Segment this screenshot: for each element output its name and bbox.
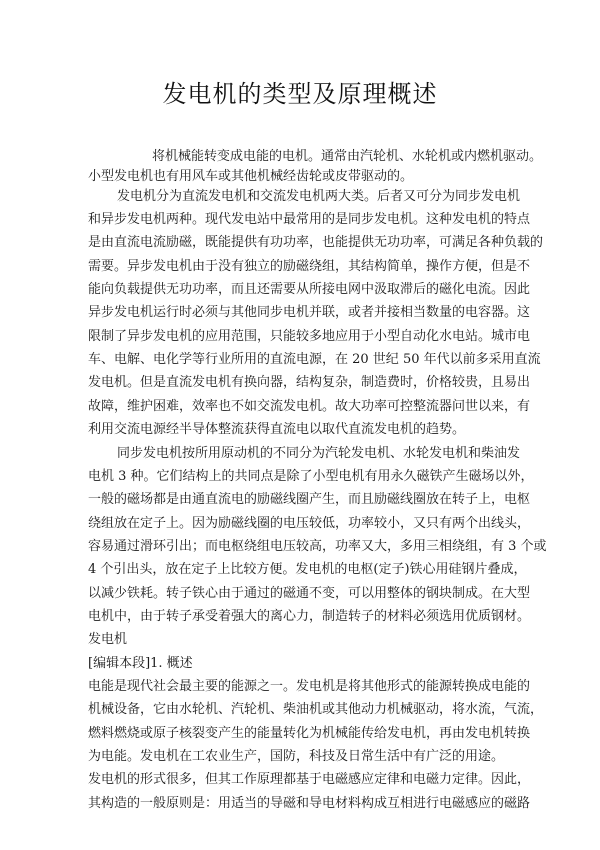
text-line: 一般的磁场都是由通直流电的励磁线圈产生，而且励磁线圈放在转子上，电枢 <box>88 492 531 507</box>
section-heading: [编辑本段]1. 概述 <box>88 656 193 671</box>
text-line: 发电机。但是直流发电机有换向器，结构复杂，制造费时，价格较贵，且易出 <box>88 375 531 390</box>
text-line: 和异步发电机两种。现代发电站中最常用的是同步发电机。这种发电机的特点 <box>88 212 531 227</box>
text-line: 限制了异步发电机的应用范围，只能较多地应用于小型自动化水电站。城市电 <box>88 329 531 344</box>
text-line: 发电机的形式很多，但其工作原理都基于电磁感应定律和电磁力定律。因此， <box>88 772 531 787</box>
text-line: 将机械能转变成电能的电机。通常由汽轮机、水轮机或内燃机驱动。 <box>152 149 543 164</box>
section-label: 发电机 <box>88 632 128 647</box>
text-line: 能向负载提供无功功率，而且还需要从所接电网中汲取滞后的磁化电流。因此 <box>88 282 531 297</box>
text-line: 是由直流电流励磁，既能提供有功功率，也能提供无功功率，可满足各种负载的 <box>88 235 544 250</box>
text-line: 燃料燃烧或原子核裂变产生的能量转化为机械能传给发电机，再由发电机转换 <box>88 726 531 741</box>
text-line: 异步发电机运行时必须与其他同步电机并联，或者并接相当数量的电容器。这 <box>88 305 531 320</box>
text-line: 为电能。发电机在工农业生产，国防，科技及日常生活中有广泛的用途。 <box>88 749 505 764</box>
text-line: 利用交流电源经半导体整流获得直流电以取代直流发电机的趋势。 <box>88 422 466 437</box>
text-line: 电能是现代社会最主要的能源之一。发电机是将其他形式的能源转换成电能的 <box>88 679 531 694</box>
text-line: 故障，维护困难，效率也不如交流发电机。故大功率可控整流器问世以来，有 <box>88 399 531 414</box>
text-line: 需要。异步发电机由于没有独立的励磁绕组，其结构简单，操作方便，但是不 <box>88 259 531 274</box>
text-line: 电机 3 种。它们结构上的共同点是除了小型电机有用永久磁铁产生磁场以外， <box>88 469 534 484</box>
document-title: 发电机的类型及原理概述 <box>162 80 438 108</box>
text-line: 小型发电机也有用风车或其他机械经齿轮或皮带驱动的。 <box>88 169 414 184</box>
text-line: 绕组放在定子上。因为励磁线圈的电压较低，功率较小，又只有两个出线头， <box>88 516 531 531</box>
text-line: 车、电解、电化学等行业所用的直流电源，在 20 世纪 50 年代以前多采用直流 <box>88 352 541 367</box>
text-line: 同步发电机按所用原动机的不同分为汽轮发电机、水轮发电机和柴油发 <box>117 446 521 461</box>
text-line: 电机中，由于转子承受着强大的离心力，制造转子的材料必须选用优质钢材。 <box>88 609 531 624</box>
text-line: 以减少铁耗。转子铁心由于通过的磁通不变，可以用整体的钢块制成。在大型 <box>88 586 531 601</box>
text-line: 其构造的一般原则是：用适当的导磁和导电材料构成互相进行电磁感应的磁路 <box>88 796 531 811</box>
text-line: 机械设备，它由水轮机、汽轮机、柴油机或其他动力机械驱动，将水流，气流， <box>88 702 544 717</box>
text-line: 发电机分为直流发电机和交流发电机两大类。后者又可分为同步发电机 <box>117 189 521 204</box>
text-line: 4 个引出头，放在定子上比较方便。发电机的电枢(定子)铁心用硅钢片叠成， <box>88 562 527 577</box>
text-line: 容易通过滑环引出；而电枢绕组电压较高，功率又大，多用三相绕组，有 3 个或 <box>88 539 547 554</box>
